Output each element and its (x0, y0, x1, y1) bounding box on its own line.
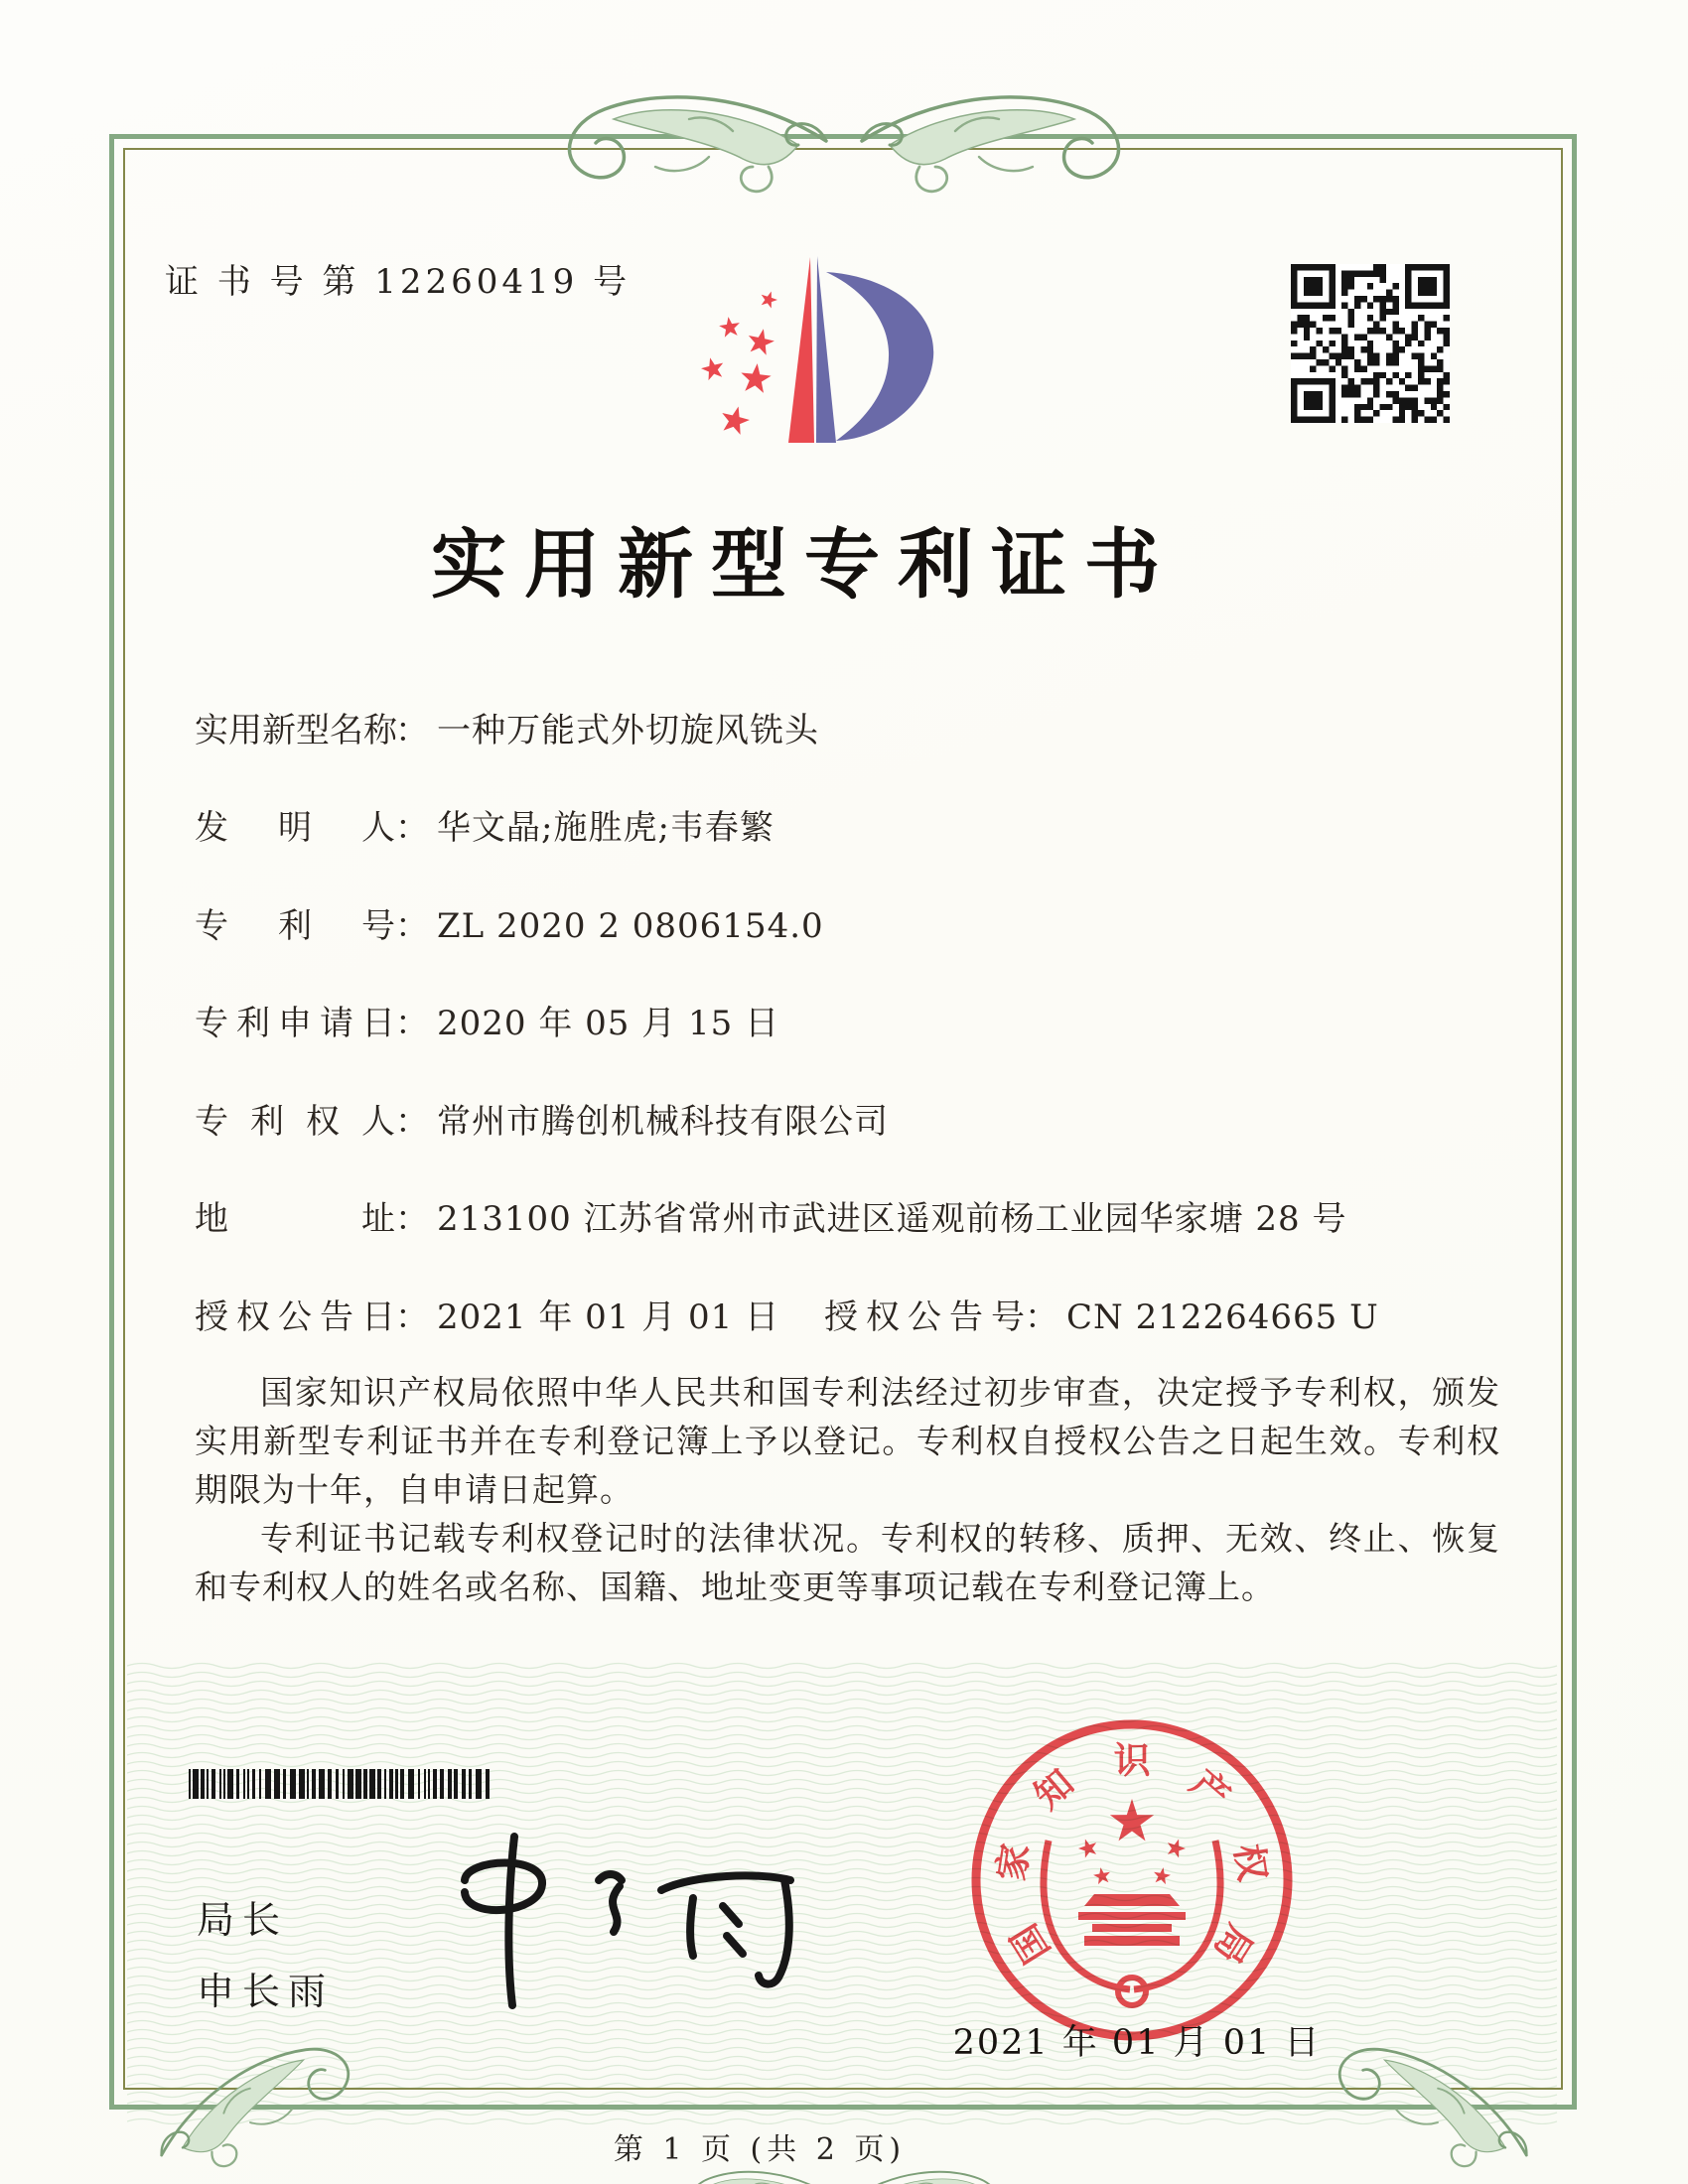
field-row-patent-no (195, 898, 824, 947)
logo-red-wedge (788, 257, 814, 443)
field-row-grant-date (195, 1290, 779, 1338)
legal-text (195, 1368, 1500, 1611)
field-value: 一种万能式外切旋风铣头 (437, 711, 819, 751)
director-label: 局长 (197, 1898, 289, 1942)
field-colon: ： (395, 1199, 429, 1239)
field-row-inventors (195, 800, 774, 849)
svg-text:识: 识 (1113, 1737, 1151, 1783)
field-label: 授权公告号 (824, 1297, 1025, 1337)
field-label: 发明人 (195, 808, 395, 848)
director-block (197, 1884, 334, 2027)
field-label: 专利号 (195, 906, 395, 946)
bottom-center-ornament-right (857, 2172, 998, 2184)
signature-image (395, 1829, 822, 2012)
field-row-address (195, 1191, 1346, 1240)
field-label: 地址 (195, 1199, 395, 1239)
seal-date: 2021 年 01 月 01 日 (952, 2023, 1322, 2063)
barcode (189, 1769, 494, 1799)
field-colon: ： (395, 1004, 429, 1043)
field-colon: ： (395, 906, 429, 946)
logo-blue-bowl (826, 272, 933, 441)
field-value: CN 212264665 U (1066, 1297, 1379, 1337)
svg-text:家: 家 (988, 1841, 1038, 1884)
field-value: 华文晶;施胜虎;韦春繁 (437, 808, 774, 848)
field-value: 常州市腾创机械科技有限公司 (437, 1102, 889, 1142)
bottom-center-ornament-left (690, 2172, 831, 2184)
svg-text:局: 局 (1204, 1917, 1262, 1972)
field-value: 213100 江苏省常州市武进区遥观前杨工业园华家塘 28 号 (437, 1199, 1347, 1239)
field-row-name (195, 703, 819, 751)
field-colon: ： (395, 1297, 429, 1337)
field-value: ZL 2020 2 0806154.0 (437, 906, 824, 946)
svg-text:权: 权 (1226, 1841, 1276, 1884)
legal-paragraph-2: 专利证书记载专利权登记时的法律状况。专利权的转移、质押、无效、终止、恢复和专利权人的姓名或名称、国籍、地址变更等事项记载在专利登记簿上。 (195, 1519, 1500, 1606)
field-label: 实用新型名称 (195, 711, 397, 751)
svg-text:产: 产 (1182, 1760, 1239, 1819)
certificate-title: 实用新型专利证书 (431, 520, 1178, 609)
cnipa-logo-icon (677, 248, 951, 447)
svg-text:国: 国 (1001, 1916, 1058, 1972)
field-row-filing-date (195, 996, 779, 1044)
legal-paragraph-1: 国家知识产权局依照中华人民共和国专利法经过初步审查，决定授予专利权，颁发实用新型专利证书并在专利登记簿上予以登记。专利权自授权公告之日起生效。专利权期限为十年，自申请日起算。 (195, 1373, 1500, 1509)
qr-code (1291, 264, 1450, 423)
field-colon: ： (1025, 1297, 1058, 1337)
field-row-grant-no (824, 1290, 1379, 1338)
field-label: 专利权人 (195, 1102, 395, 1142)
svg-text:知: 知 (1025, 1760, 1082, 1818)
field-colon: ： (395, 1102, 429, 1142)
top-center-ornament-left (569, 97, 826, 192)
field-colon: ： (395, 808, 429, 848)
field-label: 授权公告日 (195, 1297, 395, 1337)
field-colon: ： (395, 711, 429, 751)
page-number: 第 1 页 (共 2 页) (613, 2132, 907, 2167)
certificate-number: 证 书 号 第 12260419 号 (165, 262, 632, 302)
field-value: 2021 年 01 月 01 日 (437, 1297, 780, 1337)
field-value: 2020 年 05 月 15 日 (437, 1004, 780, 1043)
field-label: 专利申请日 (195, 1004, 395, 1043)
director-name: 申长雨 (197, 1970, 335, 2013)
field-row-patentee (195, 1094, 889, 1143)
logo-blue-wedge (816, 256, 836, 443)
top-center-ornament-right (862, 97, 1119, 192)
